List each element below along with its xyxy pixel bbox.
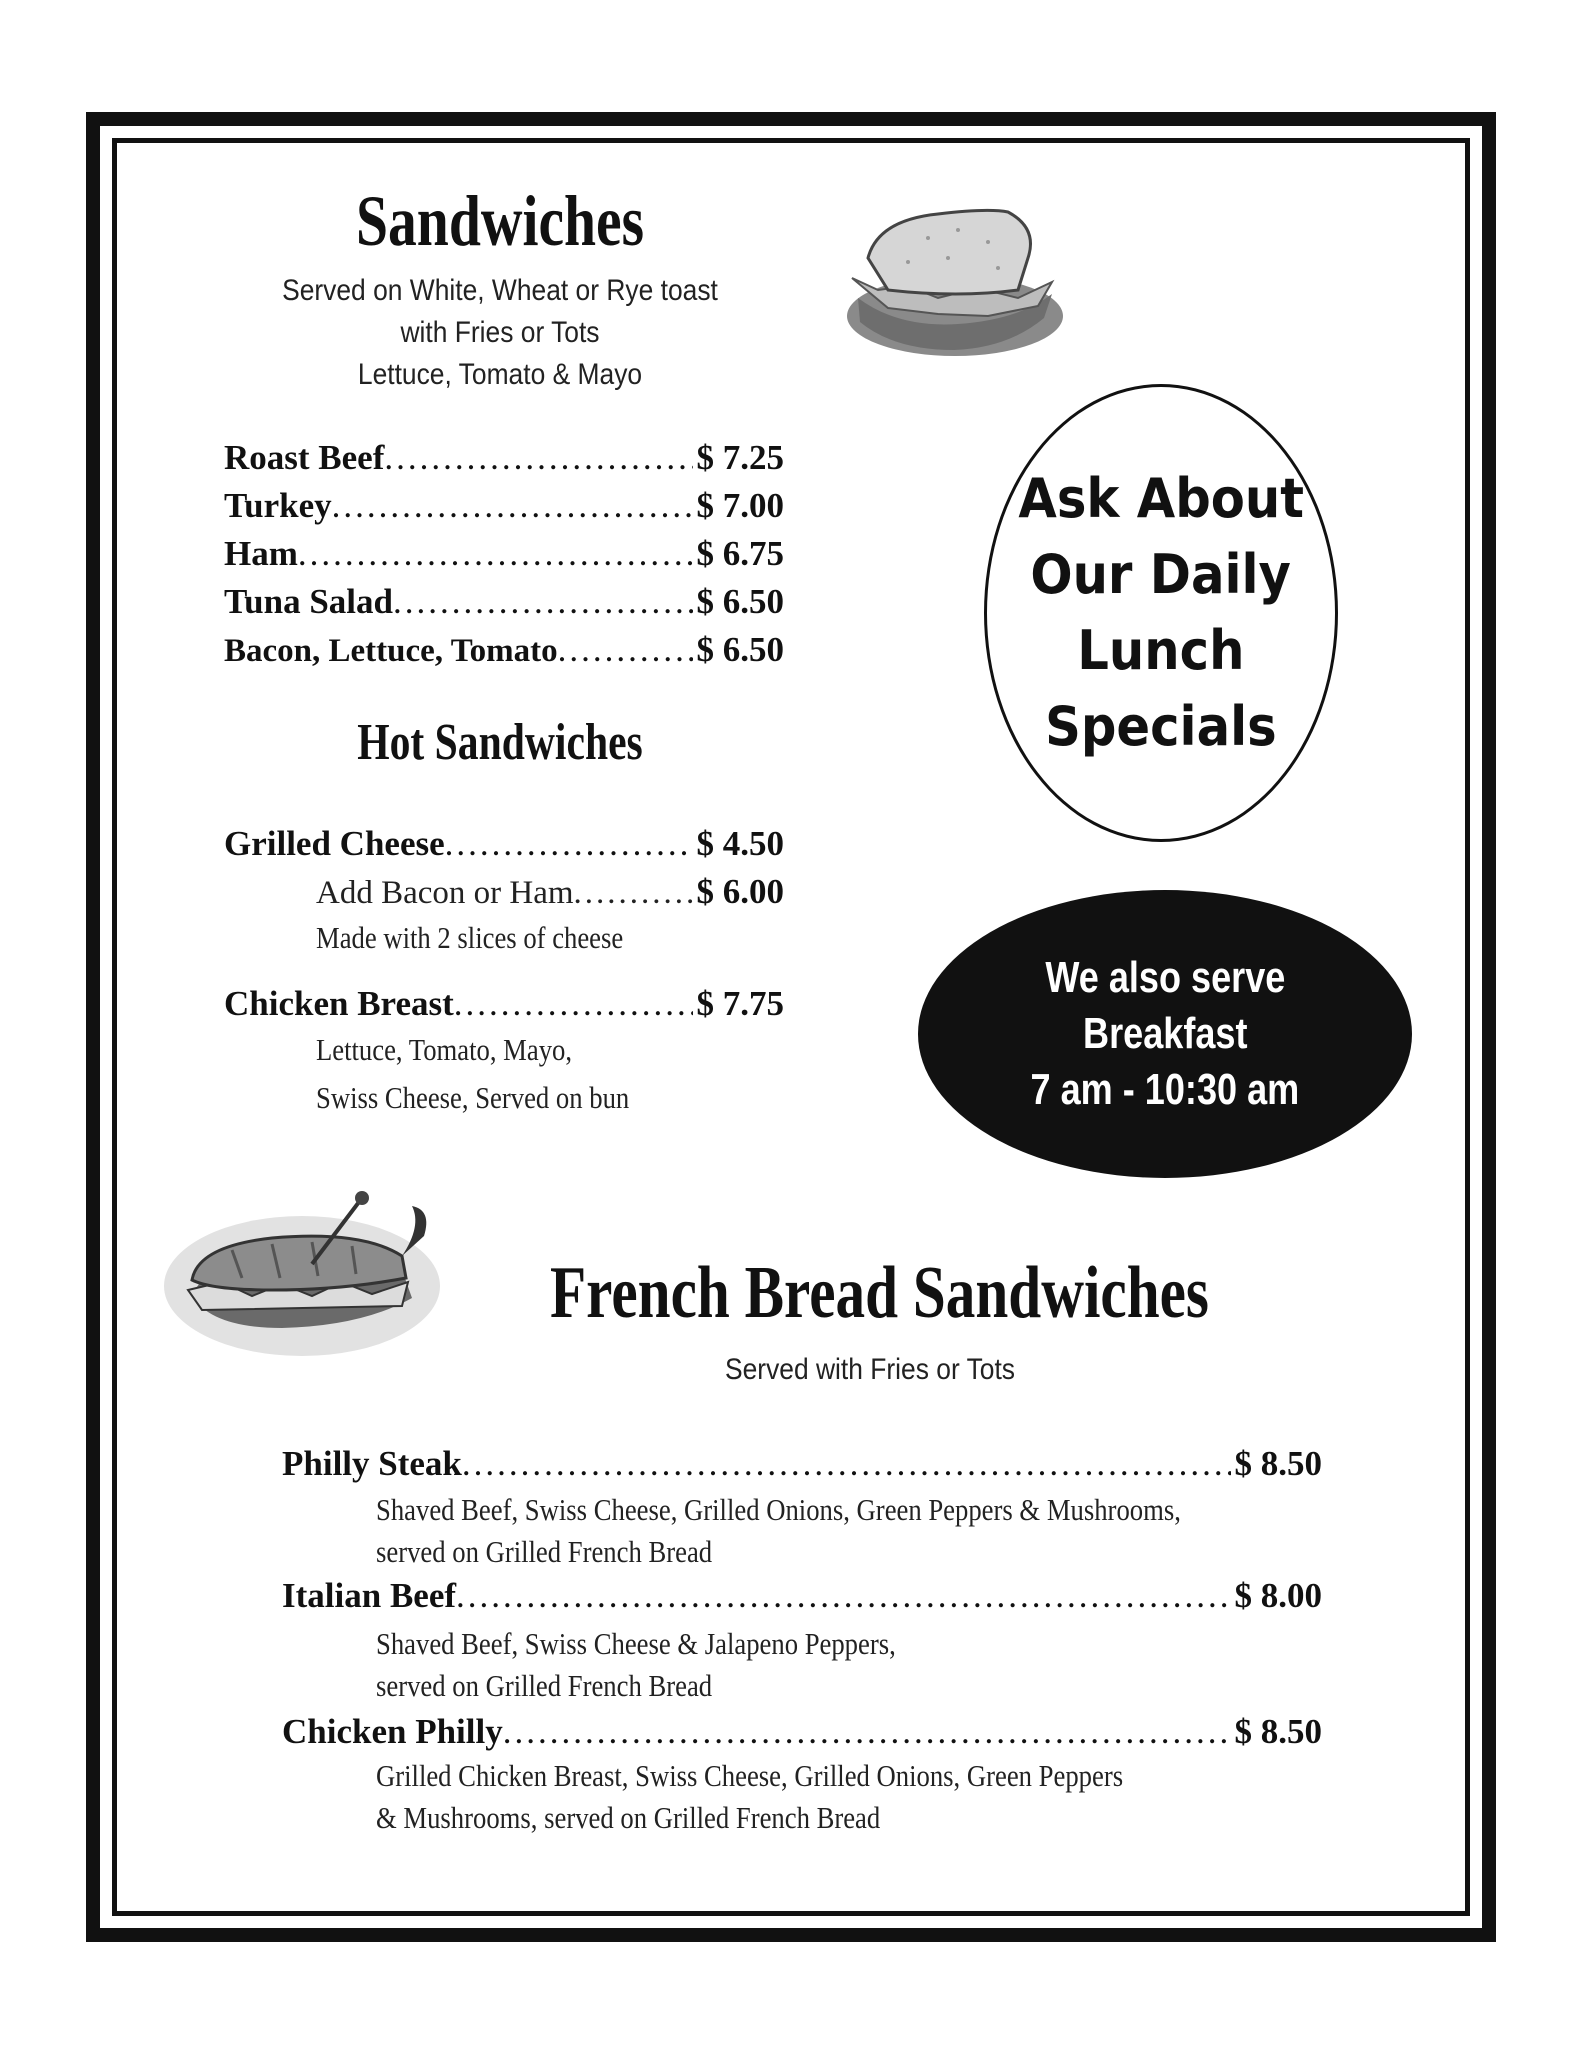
sandwiches-title: Sandwiches — [355, 181, 645, 261]
item-price: $ 6.50 — [696, 582, 784, 621]
leader-dots — [384, 438, 692, 478]
item-price: $ 7.25 — [696, 438, 784, 477]
menu-item — [224, 582, 784, 622]
item-price: $ 6.50 — [696, 630, 784, 669]
item-name: Tuna Salad — [224, 582, 393, 621]
item-price: $ 8.50 — [1234, 1444, 1322, 1483]
leader-dots — [558, 630, 693, 670]
subitem-price: $ 6.00 — [696, 872, 784, 911]
menu-item-philly-steak — [282, 1444, 1322, 1484]
leader-dots — [503, 1712, 1231, 1752]
item-price: $ 7.75 — [696, 984, 784, 1023]
item-note: served on Grilled French Bread — [376, 1534, 713, 1569]
item-price: $ 4.50 — [696, 824, 784, 863]
item-note: Shaved Beef, Swiss Cheese & Jalapeno Peppers, — [376, 1626, 896, 1661]
item-price: $ 6.75 — [696, 534, 784, 573]
breakfast-line: 7 am - 10:30 am — [1030, 1065, 1300, 1114]
item-note: Shaved Beef, Swiss Cheese, Grilled Onions, Green Peppers & Mushrooms, — [376, 1492, 1181, 1527]
leader-dots — [332, 486, 693, 526]
item-note: Made with 2 slices of cheese — [316, 920, 624, 955]
leader-dots — [574, 875, 693, 912]
leader-dots — [445, 824, 693, 864]
item-note: served on Grilled French Bread — [376, 1668, 713, 1703]
leader-dots — [298, 534, 693, 574]
specials-line: Our Daily — [1030, 543, 1292, 606]
leader-dots — [454, 984, 693, 1024]
menu-subitem-add-bacon — [316, 872, 784, 912]
item-name: Italian Beef — [282, 1576, 457, 1615]
item-name: Ham — [224, 534, 298, 573]
leader-dots — [393, 582, 693, 622]
menu-item-italian-beef — [282, 1576, 1322, 1616]
menu-item-chicken-breast — [224, 984, 784, 1024]
item-name: Chicken Breast — [224, 984, 454, 1023]
menu-item — [224, 630, 784, 670]
daily-specials-callout — [984, 384, 1338, 842]
hot-sandwiches-title: Hot Sandwiches — [357, 714, 643, 771]
specials-line: Lunch — [1077, 619, 1245, 682]
item-name: Bacon, Lettuce, Tomato — [224, 633, 558, 669]
subtitle-line: Served on White, Wheat or Rye toast — [282, 274, 718, 307]
breakfast-line: We also serve — [1044, 953, 1286, 1002]
menu-item — [224, 486, 784, 526]
menu-item-grilled-cheese — [224, 824, 784, 864]
subtitle-line: Lettuce, Tomato & Mayo — [357, 358, 643, 391]
item-name: Grilled Cheese — [224, 824, 445, 863]
item-price: $ 8.00 — [1234, 1576, 1322, 1615]
menu-item — [224, 438, 784, 478]
menu-item — [224, 534, 784, 574]
item-note: & Mushrooms, served on Grilled French Bread — [376, 1800, 881, 1835]
specials-line: Ask About — [1018, 467, 1304, 530]
item-name: Chicken Philly — [282, 1712, 503, 1751]
subitem-name: Add Bacon or Ham — [316, 875, 574, 911]
sub-sandwich-illustration — [162, 1186, 442, 1366]
item-note: Grilled Chicken Breast, Swiss Cheese, Grilled Onions, Green Peppers — [376, 1758, 1124, 1793]
item-name: Turkey — [224, 486, 332, 525]
breakfast-callout — [918, 890, 1412, 1178]
item-note: Swiss Cheese, Served on bun — [316, 1080, 630, 1115]
item-price: $ 7.00 — [696, 486, 784, 525]
specials-line: Specials — [1045, 695, 1277, 758]
item-name: Roast Beef — [224, 438, 385, 477]
breakfast-line: Breakfast — [1082, 1009, 1248, 1058]
leader-dots — [456, 1576, 1230, 1616]
subtitle-line: with Fries or Tots — [400, 316, 600, 349]
leader-dots — [462, 1444, 1231, 1484]
menu-item-chicken-philly — [282, 1712, 1322, 1752]
french-bread-subtitle: Served with Fries or Tots — [724, 1353, 1016, 1386]
item-note: Lettuce, Tomato, Mayo, — [316, 1032, 573, 1067]
sandwiches-subtitle — [200, 270, 800, 396]
sandwich-illustration — [838, 198, 1072, 364]
item-name: Philly Steak — [282, 1444, 462, 1483]
item-price: $ 8.50 — [1234, 1712, 1322, 1751]
french-bread-title: French Bread Sandwiches — [550, 1252, 1209, 1334]
